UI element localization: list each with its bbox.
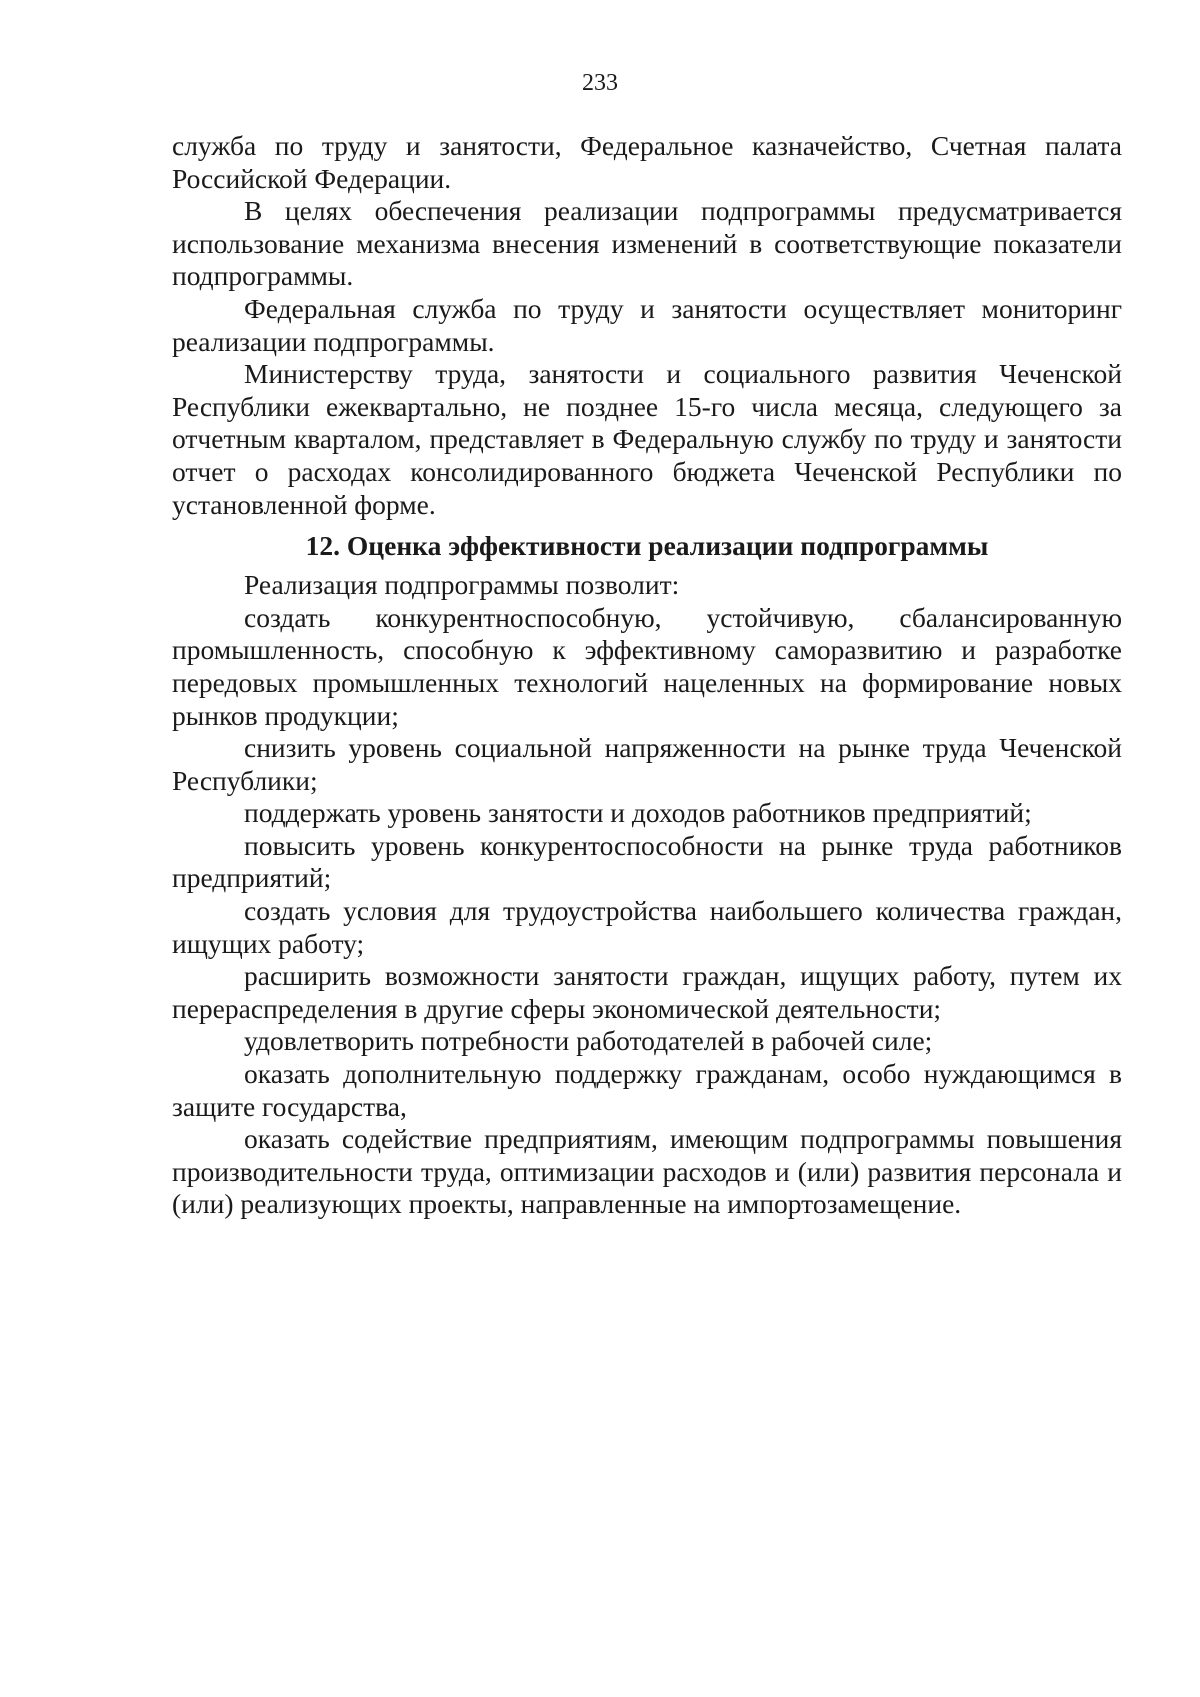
paragraph-mechanism: В целях обеспечения реализации подпрограммы предусматривается использование механизма внесения изменений в соответствующие показатели подпрограммы. — [172, 195, 1122, 292]
list-item: оказать содействие предприятиям, имеющим подпрограммы повышения производительности труда, оптимизации расходов и (или) развития персонала и (или) реализующих проекты, направленные на импортозамещение. — [172, 1123, 1122, 1220]
list-item: снизить уровень социальной напряженности на рынке труда Чеченской Республики; — [172, 732, 1122, 796]
section-intro: Реализация подпрограммы позволит: — [244, 569, 680, 601]
list-item: создать условия для трудоустройства наибольшего количества граждан, ищущих работу; — [172, 895, 1122, 959]
list-item: поддержать уровень занятости и доходов работников предприятий; — [244, 797, 1032, 829]
list-item: оказать дополнительную поддержку гражданам, особо нуждающимся в защите государства, — [172, 1058, 1122, 1122]
paragraph-reporting: Министерству труда, занятости и социального развития Чеченской Республики ежеквартально, не позднее 15-го числа месяца, следующего за отчетным кварталом, представляет в Федеральную службу по труду и занятости отчет о расходах консолидированного бюджета Чеченской Республики по установленной форме. — [172, 358, 1122, 520]
page-number: 233 — [582, 70, 618, 96]
paragraph-continuation: служба по труду и занятости, Федеральное казначейство, Счетная палата Российской Федерации. — [172, 130, 1122, 194]
list-item: создать конкурентноспособную, устойчивую, сбалансированную промышленность, способную к эффективному саморазвитию и разработке передовых промышленных технологий нацеленных на формирование новых рынков продукции; — [172, 601, 1122, 731]
list-item: расширить возможности занятости граждан, ищущих работу, путем их перераспределения в другие сферы экономической деятельности; — [172, 960, 1122, 1024]
list-item: повысить уровень конкурентоспособности на рынке труда работников предприятий; — [172, 829, 1122, 894]
list-item: удовлетворить потребности работодателей в рабочей силе; — [244, 1025, 933, 1057]
document-body — [172, 130, 1122, 1221]
section-heading: 12. Оценка эффективности реализации подпрограммы — [305, 530, 989, 562]
paragraph-monitoring: Федеральная служба по труду и занятости осуществляет мониторинг реализации подпрограммы. — [172, 292, 1122, 357]
